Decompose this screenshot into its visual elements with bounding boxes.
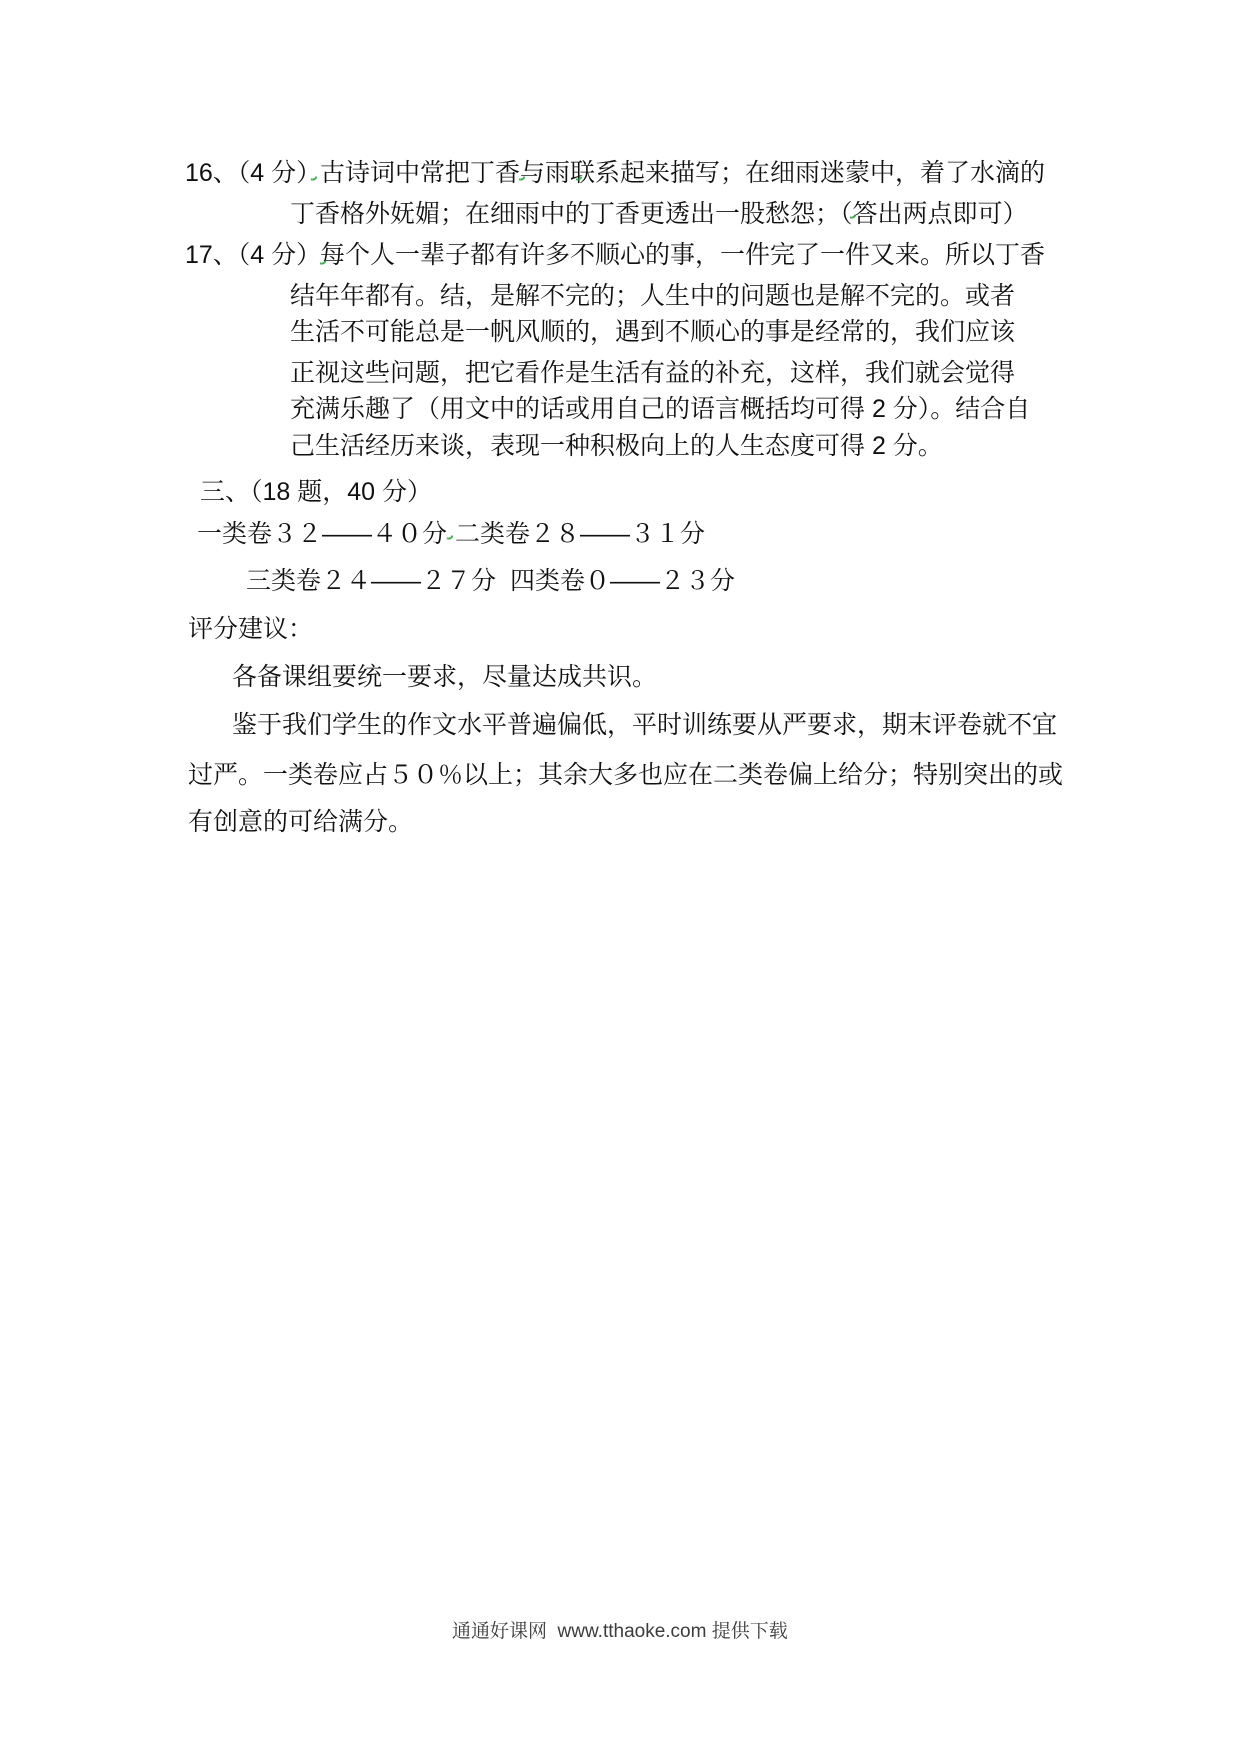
answer-16-line-1 — [185, 158, 1045, 188]
footer-text: 通通好课网 www.tthaoke.com 提供下载 — [452, 1621, 788, 1642]
advice-line-3: 过严。一类卷应占５０％以上；其余大多也应在二类卷偏上给分；特别突出的或 — [188, 761, 1064, 789]
advice-line-1: 各备课组要统一要求，尽量达成共识。 — [232, 663, 658, 691]
answer-17-line-1 — [185, 240, 1045, 270]
answer-17-line-4: 正视这些问题，把它看作是生活有益的补充，这样，我们就会觉得 — [290, 359, 1016, 387]
grade-band-3: 三类卷２４——２７分 — [246, 567, 497, 595]
grade-band-2: 二类卷２８——３１分 — [455, 520, 706, 548]
answer-16-line-2: 丁香格外妩媚；在细雨中的丁香更透出一股愁怨；（答出两点即可） — [290, 200, 1028, 228]
grade-band-4: 四类卷０——２３分 — [510, 567, 736, 595]
answer-17-text: 每个人一辈子都有许多不顺心的事，一件完了一件又来。所以丁香 — [320, 241, 1046, 269]
answer-17-line-3: 生活不可能总是一帆风顺的，遇到不顺心的事是经常的，我们应该 — [290, 318, 1016, 346]
grade-band-1: 一类卷３２——４０分 — [197, 520, 448, 548]
answer-16-label: 16、（4 分） — [185, 159, 322, 187]
advice-line-2: 鉴于我们学生的作文水平普遍偏低，平时训练要从严要求，期末评卷就不宜 — [232, 711, 1058, 739]
grade-row-2 — [0, 566, 1240, 598]
section-three-heading: 三、（18 题，40 分） — [200, 478, 433, 506]
answer-17-line-2: 结年年都有。结，是解不完的；人生中的问题也是解不完的。或者 — [290, 282, 1016, 310]
advice-heading: 评分建议： — [188, 615, 314, 643]
answer-17-line-6: 己生活经历来谈，表现一种积极向上的人生态度可得 2 分。 — [290, 432, 943, 460]
answer-17-label: 17、（4 分） — [185, 241, 322, 269]
answer-16-text: 古诗词中常把丁香与雨联系起来描写；在细雨迷蒙中，着了水滴的 — [320, 159, 1046, 187]
answer-17-line-5: 充满乐趣了（用文中的话或用自己的语言概括均可得 2 分）。结合自 — [290, 395, 1031, 423]
advice-line-4: 有创意的可给满分。 — [188, 808, 414, 836]
grade-row-1 — [0, 519, 1240, 551]
